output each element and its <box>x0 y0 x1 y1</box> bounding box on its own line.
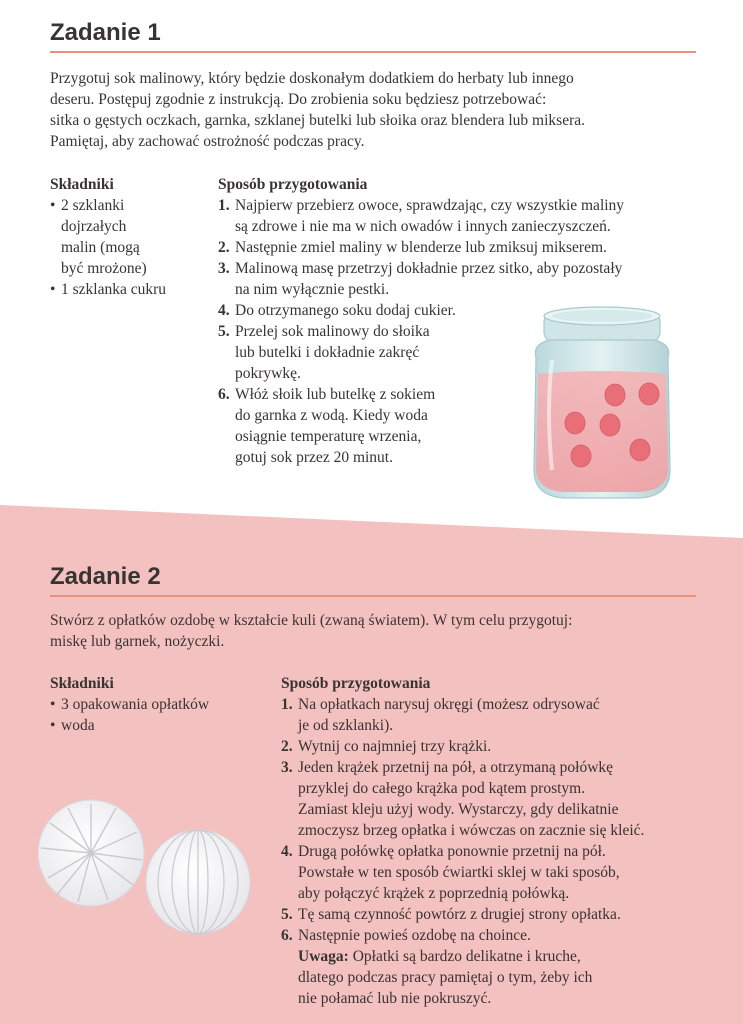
step-number: 4. <box>281 843 293 860</box>
step-line: przyklej do całego krążka pod kątem prostym. <box>298 780 586 797</box>
task1-intro <box>50 68 585 152</box>
step-number: 1. <box>281 696 293 713</box>
task1-title: Zadanie 1 <box>50 19 161 46</box>
step-line: na nim wyłącznie pestki. <box>235 281 390 298</box>
note-label: Uwaga: <box>298 948 349 965</box>
step-line: Następnie powieś ozdobę na choince. <box>298 927 531 944</box>
task2-intro-line: Stwórz z opłatków ozdobę w kształcie kuli (zwaną światem). W tym celu przygotuj: <box>50 612 573 629</box>
step-number: 3. <box>281 759 293 776</box>
step-item <box>281 904 721 925</box>
step-item <box>281 736 721 757</box>
step-line: zmoczysz brzeg opłatka i wówczas on zacznie się kleić. <box>298 822 645 839</box>
ingredient-line: być mrożone) <box>61 260 147 277</box>
step-line: lub butelki i dokładnie zakręć <box>235 344 420 361</box>
step-line: Najpierw przebierz owoce, sprawdzając, czy wszystkie maliny <box>235 197 625 214</box>
note-text: Opłatki są bardzo delikatne i kruche, <box>352 948 581 965</box>
step-line: są zdrowe i nie ma w nich owadów i innych zanieczyszczeń. <box>235 218 611 235</box>
step-line: Do otrzymanego soku dodaj cukier. <box>235 302 456 319</box>
step-line: osiągnie temperaturę wrzenia, <box>235 428 422 445</box>
task1-intro-line: Pamiętaj, aby zachować ostrożność podczas pracy. <box>50 133 365 150</box>
task1-title-rule <box>50 51 696 53</box>
task2-intro <box>50 610 572 652</box>
step-note-line <box>298 946 721 967</box>
step-number: 2. <box>218 239 230 256</box>
task2-ingredients <box>50 673 260 736</box>
step-number: 4. <box>218 302 230 319</box>
step-item <box>281 694 721 736</box>
step-item <box>218 258 698 300</box>
wafer-ornament-illustration <box>38 790 258 940</box>
step-line: aby połączyć krążek z poprzednią połówką. <box>298 885 570 902</box>
step-number: 5. <box>281 906 293 923</box>
ingredient-line: • woda <box>61 717 95 734</box>
wafer-disc-left <box>38 800 144 906</box>
ingredient-line: malin (mogą <box>61 239 140 256</box>
task2-method <box>281 673 721 1009</box>
task1-intro-line: Przygotuj sok malinowy, który będzie doskonałym dodatkiem do herbaty lub innego <box>50 70 574 87</box>
ingredient-item <box>50 694 260 715</box>
step-number: 6. <box>218 386 230 403</box>
step-number: 6. <box>281 927 293 944</box>
ingredient-line: • 3 opakowania opłatków <box>61 696 210 713</box>
ingredient-item <box>50 195 200 279</box>
ingredient-item <box>50 279 200 300</box>
step-item <box>218 237 698 258</box>
step-line: Wytnij co najmniej trzy krążki. <box>298 738 492 755</box>
step-line: Zamiast kleju użyj wody. Wystarczy, gdy delikatnie <box>298 801 619 818</box>
task1-ingredients-heading: Składniki <box>50 176 114 193</box>
step-line: Powstałe w ten sposób ćwiartki sklej w taki sposób, <box>298 864 620 881</box>
step-number: 1. <box>218 197 230 214</box>
step-number: 2. <box>281 738 293 755</box>
task2-method-heading: Sposób przygotowania <box>281 675 431 692</box>
task2-ingredients-heading: Składniki <box>50 675 114 692</box>
step-line: do garnka z wodą. Kiedy woda <box>235 407 428 424</box>
task2-title-rule <box>50 595 696 597</box>
step-line: Włóż słoik lub butelkę z sokiem <box>235 386 436 403</box>
step-line: Jeden krążek przetnij na pół, a otrzymaną połówkę <box>298 759 614 776</box>
step-item <box>281 841 721 904</box>
step-line: Na opłatkach narysuj okręgi (możesz odrysować <box>298 696 600 713</box>
step-line: Drugą połówkę opłatka ponownie przetnij na pół. <box>298 843 606 860</box>
step-number: 5. <box>218 323 230 340</box>
step-item <box>218 195 698 237</box>
step-line: je od szklanki). <box>298 717 394 734</box>
step-note-line: nie połamać lub nie pokruszyć. <box>298 990 492 1007</box>
step-line: Przelej sok malinowy do słoika <box>235 323 430 340</box>
step-line: gotuj sok przez 20 minut. <box>235 449 393 466</box>
step-line: Następnie zmiel maliny w blenderze lub zmiksuj mikserem. <box>235 239 607 256</box>
task2-intro-line: miskę lub garnek, nożyczki. <box>50 633 225 650</box>
step-line: Malinową masę przetrzyj dokładnie przez sitko, aby pozostały <box>235 260 623 277</box>
ingredient-item <box>50 715 260 736</box>
step-line: Tę samą czynność powtórz z drugiej strony opłatka. <box>298 906 621 923</box>
ingredient-line: • 2 szklanki <box>61 197 125 214</box>
step-note-line: dlatego podczas pracy pamiętaj o tym, żeby ich <box>298 969 593 986</box>
step-line: pokrywkę. <box>235 365 301 382</box>
task1-intro-line: sitka o gęstych oczkach, garnka, szklanej butelki lub słoika oraz blendera lub miksera. <box>50 112 585 129</box>
step-number: 3. <box>218 260 230 277</box>
step-item <box>281 925 721 1009</box>
raspberry-juice-jar-illustration <box>522 300 682 505</box>
ingredient-line: • 1 szklanka cukru <box>61 281 167 298</box>
task1-ingredients <box>50 174 200 300</box>
task1-intro-line: deseru. Postępuj zgodnie z instrukcją. Do zrobienia soku będziesz potrzebować: <box>50 91 547 108</box>
ingredient-line: dojrzałych <box>61 218 127 235</box>
task2-title: Zadanie 2 <box>50 563 161 590</box>
wafer-ball-right <box>146 830 250 934</box>
step-item <box>281 757 721 841</box>
task1-method-heading: Sposób przygotowania <box>218 176 368 193</box>
